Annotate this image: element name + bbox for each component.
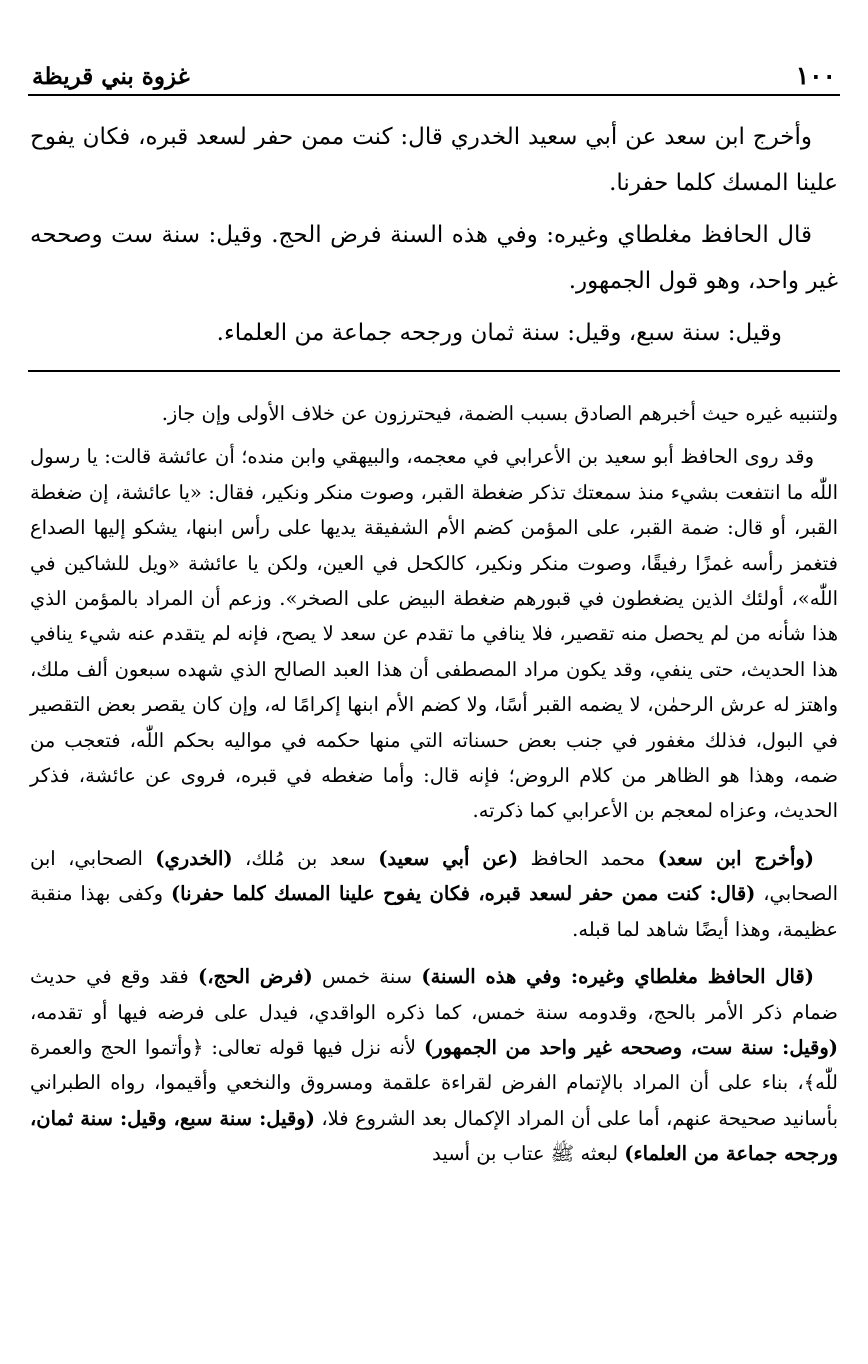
- commentary: [28, 372, 840, 1172]
- quoted-text: (قال: كنت ممن حفر لسعد قبره، فكان يفوح علينا المسك كلما حفرنا): [170, 882, 756, 906]
- commentary-paragraph: ولتنبيه غيره حيث أخبرهم الصادق بسبب الضمة، فيحترزون عن خلاف الأولى وإن جاز.: [161, 402, 838, 425]
- quoted-text: (قال الحافظ مغلطاي وغيره: وفي هذه السنة): [421, 965, 814, 989]
- book-page: [28, 40, 840, 1180]
- main-text: [28, 96, 840, 356]
- commentary-text: لأنه نزل فيها قوله تعالى: ﴿وأتموا الحج والعمرة للّٰه﴾، بناء على أن المراد بالإتمام الفرض لقراءة علقمة ومسروق والنخعي وأقيموا، رواه الطبراني بأسانيد صحيحة عنهم، أما على أن المراد الإكمال بعد الشروع فلا،: [30, 1035, 839, 1130]
- quoted-text: (وقيل: سنة سبع، وقيل: سنة ثمان، ورجحه جماعة من العلماء): [30, 1106, 838, 1166]
- commentary-text: سعد بن مُلك،: [232, 846, 379, 870]
- commentary-text: لبعثه ﷺ عتاب بن أسيد: [432, 1142, 625, 1166]
- chapter-title: غزوة بني قريظة: [32, 63, 190, 90]
- commentary-paragraph: [30, 959, 838, 1171]
- commentary-paragraph: [30, 841, 838, 947]
- commentary-text: محمد الحافظ: [518, 846, 658, 870]
- quoted-text: (عن أبي سعيد): [378, 846, 519, 870]
- commentary-text: فقد وقع في حديث ضمام ذكر الأمر بالحج، وقدومه سنة خمس، كما ذكره الواقدي، فيدل على فرضه فيها أو تقدمه،: [30, 965, 838, 1024]
- commentary-text: سنة خمس: [312, 965, 422, 989]
- matn-paragraph: وأخرج ابن سعد عن أبي سعيد الخدري قال: كنت ممن حفر لسعد قبره، فكان يفوح علينا المسك كلما حفرنا.: [30, 124, 838, 196]
- commentary-paragraph: وقد روى الحافظ أبو سعيد بن الأعرابي في معجمه، والبيهقي وابن منده؛ أن عائشة قالت: يا رسول اللّٰه ما انتفعت بشيء منذ سمعتك تذكر ضغطة القبر، وصوت منكر ونكير، فقال: «يا عائشة، إن ضغطة القبر، أو قال: ضمة القبر، على المؤمن كضم الأم الشفيقة يديها على رأس ابنها، يشكو إليها الصداع فتغمز رأسه غمزًا رفيقًا، وصوت منكر ونكير، كالكحل في العين، ولكن يا عائشة «ويل للشاكين في اللّٰه»، أولئك الذين يضغطون في قبورهم ضغطة البيض على الصخر». وزعم أن المراد بالمؤمن الذي هذا شأنه من لم يحصل منه تقصير، فلا ينافي ما تقدم عن سعد لا يصح، فإنه لم يتقدم عنه شيء ينافي هذا الحديث، حتى ينفي، وقد يكون مراد المصطفى أن هذا العبد الصالح الذي شهده سبعون ألف ملك، واهتز له عرش الرحمٰن، لا يضمه القبر أسًا، ولا كضم الأم ابنها إكرامًا له، وإن كان يقصر بعض التقصير في البول، فذلك مغفور في جنب بعض حسناته التي منها حكمه في مواليه بحكم اللّٰه، فتعجب من ضمه، وهذا هو الظاهر من كلام الروض؛ فإنه قال: وأما ضغطه في قبره، فروى عن عائشة، فذكر الحديث، وعزاه لمعجم بن الأعرابي كما ذكرته.: [30, 445, 838, 823]
- commentary-text: الصحابي، ابن الصحابي،: [30, 846, 838, 906]
- matn-paragraph: وقيل: سنة سبع، وقيل: سنة ثمان ورجحه جماعة من العلماء.: [216, 320, 782, 346]
- quoted-text: (وأخرج ابن سعد): [657, 846, 814, 870]
- matn-paragraph: قال الحافظ مغلطاي وغيره: وفي هذه السنة فرض الحج. وقيل: سنة ست وصححه غير واحد، وهو قول الجمهور.: [30, 222, 838, 294]
- page-number: ١٠٠: [795, 61, 836, 90]
- quoted-text: (الخدري): [155, 846, 233, 870]
- quoted-text: (وقيل: سنة ست، وصححه غير واحد من الجمهور): [424, 1035, 838, 1059]
- commentary-text: وكفى بهذا منقبة عظيمة، وهذا أيضًا شاهد لما قبله.: [30, 882, 838, 941]
- page-header: [28, 40, 840, 90]
- quoted-text: (فرض الحج،): [197, 965, 313, 989]
